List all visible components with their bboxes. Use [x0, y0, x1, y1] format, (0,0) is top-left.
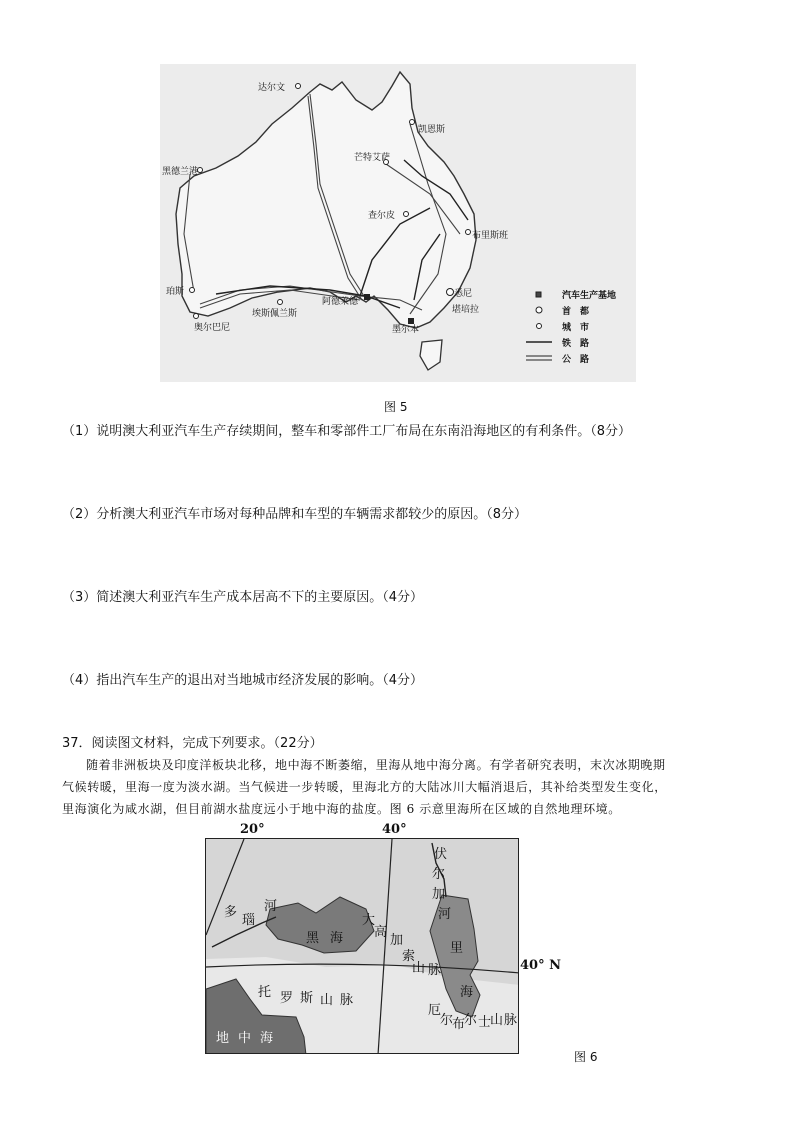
label-blacksea-1: 黑 — [306, 931, 320, 946]
label-canberra: 堪培拉 — [452, 305, 480, 315]
label-caucasus-5: 山 — [412, 961, 426, 976]
legend-production-base: 汽车生产基地 — [562, 291, 617, 301]
label-elburz-2: 尔 — [440, 1013, 454, 1028]
question-3: （3）简述澳大利亚汽车生产成本居高不下的主要原因。（4分） — [62, 590, 424, 605]
label-danube-2: 瑙 — [242, 913, 256, 928]
label-volga-2: 尔 — [432, 867, 446, 882]
label-taurus-4: 山 — [320, 993, 334, 1008]
label-caucasus-1: 大 — [362, 913, 376, 928]
legend-highway: 公 路 — [562, 355, 590, 365]
label-perth: 珀斯 — [166, 287, 185, 297]
caspian-region-map — [205, 838, 519, 1054]
label-taurus-1: 托 — [258, 985, 272, 1000]
legend-symbols — [526, 292, 552, 360]
label-sydney: 悉尼 — [454, 289, 473, 299]
label-volga-4: 河 — [438, 907, 452, 922]
label-caucasus-3: 加 — [390, 933, 404, 948]
label-taurus-5: 脉 — [340, 993, 354, 1008]
legend-capital: 首 都 — [562, 307, 590, 317]
label-cairns: 凯恩斯 — [418, 125, 446, 135]
lon-40-label: 40° — [382, 822, 407, 837]
lat-40n-label: 40° N — [520, 958, 561, 973]
label-med-2: 中 — [238, 1031, 252, 1046]
fig5-caption: 图 5 — [384, 400, 408, 414]
question-1: （1）说明澳大利亚汽车生产存续期间，整车和零部件工厂布局在东南沿海地区的有利条件。（8分） — [62, 424, 632, 439]
label-med-1: 地 — [216, 1031, 230, 1046]
label-albany: 奥尔巴尼 — [194, 323, 231, 333]
label-mtisa: 芒特艾萨 — [354, 153, 391, 163]
label-brisbane: 布里斯班 — [472, 231, 509, 241]
black-sea-shape — [266, 897, 374, 953]
label-caucasus-2: 高 — [374, 925, 388, 940]
q37-line-2: 气候转暖，里海一度为淡水湖。当气候进一步转暖，里海北方的大陆冰川大幅消退后，其补给类型发生变化， — [62, 780, 667, 794]
label-esperance: 埃斯佩兰斯 — [252, 309, 298, 319]
label-caspian-2: 海 — [460, 985, 474, 1000]
fig6-caption: 图 6 — [574, 1050, 598, 1064]
label-danube-3: 河 — [264, 899, 278, 914]
label-med-3: 海 — [260, 1031, 274, 1046]
label-elburz-1: 厄 — [428, 1003, 442, 1018]
australia-map — [160, 64, 636, 382]
question-2: （2）分析澳大利亚汽车市场对每种品牌和车型的车辆需求都较少的原因。（8分） — [62, 507, 528, 522]
label-taurus-3: 斯 — [300, 991, 314, 1006]
question-37-heading: 37．阅读图文材料，完成下列要求。（22分） — [62, 736, 323, 751]
label-danube-1: 多 — [224, 905, 238, 920]
label-darwin: 达尔文 — [258, 83, 286, 93]
label-elburz-6: 山 — [490, 1013, 504, 1028]
label-charleville: 查尔皮 — [368, 211, 396, 221]
legend-railway: 铁 路 — [562, 339, 590, 349]
label-volga-3: 加 — [432, 887, 446, 902]
label-caucasus-4: 索 — [402, 949, 416, 964]
label-adelaide: 阿德莱德 — [322, 297, 359, 307]
q37-line-3: 里海演化为咸水湖，但目前湖水盐度远小于地中海的盐度。图 6 示意里海所在区域的自然地理环境。 — [62, 802, 621, 816]
meridian-20 — [206, 839, 244, 935]
label-blacksea-2: 海 — [330, 931, 344, 946]
tasmania — [420, 340, 442, 370]
label-melbourne: 墨尔本 — [392, 325, 420, 335]
label-elburz-4: 尔 — [464, 1013, 478, 1028]
label-elburz-5: 士 — [478, 1015, 492, 1030]
question-4: （4）指出汽车生产的退出对当地城市经济发展的影响。（4分） — [62, 673, 424, 688]
q37-line-1: 随着非洲板块及印度洋板块北移，地中海不断萎缩，里海从地中海分离。有学者研究表明，末次冰期晚期 — [86, 758, 666, 772]
label-elburz-3: 布 — [452, 1017, 466, 1032]
label-caucasus-6: 脉 — [428, 963, 442, 978]
label-volga-1: 伏 — [434, 847, 448, 862]
label-taurus-2: 罗 — [280, 991, 294, 1006]
legend-city: 城 市 — [562, 323, 590, 333]
label-elburz-7: 脉 — [504, 1013, 518, 1028]
lon-20-label: 20° — [240, 822, 265, 837]
label-hedland: 黑德兰港 — [162, 167, 199, 177]
label-caspian-1: 里 — [450, 941, 464, 956]
